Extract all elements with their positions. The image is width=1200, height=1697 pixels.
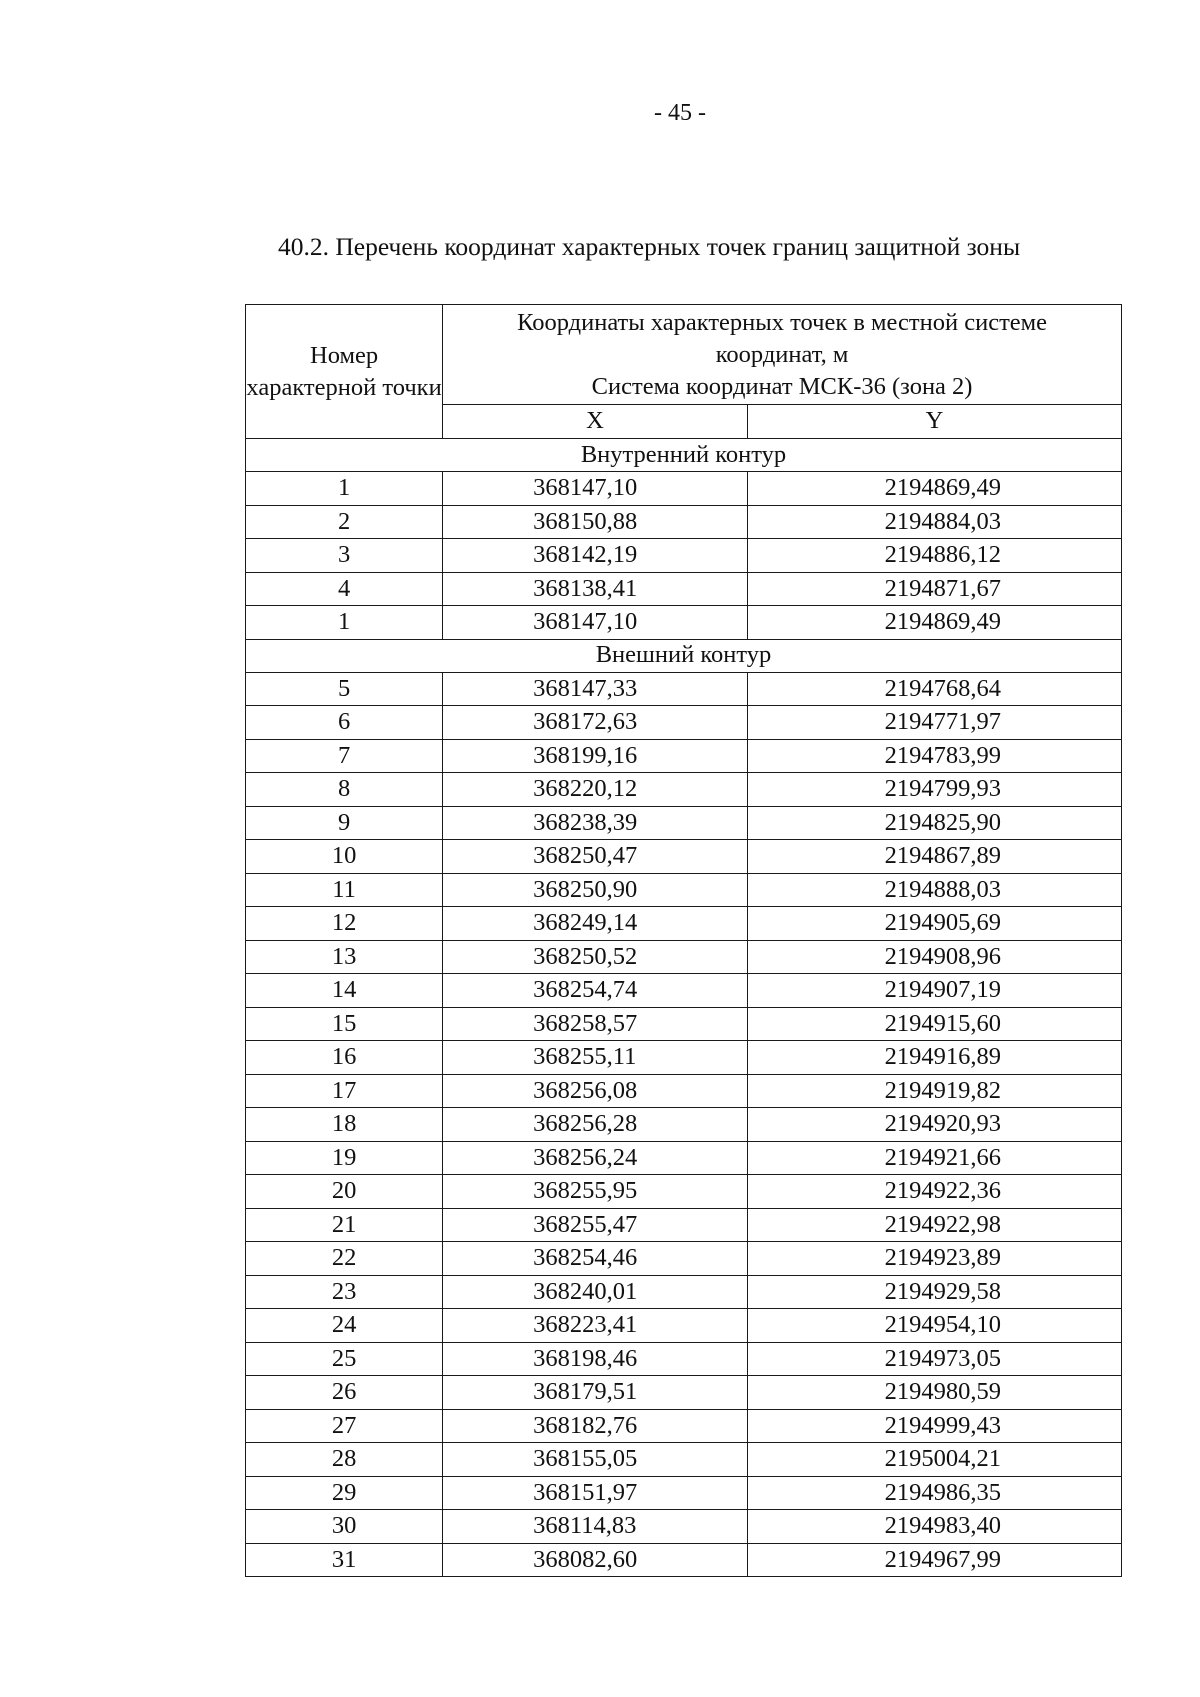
y-coordinate-cell: 2194884,03 bbox=[747, 505, 1121, 539]
y-coordinate-cell: 2194986,35 bbox=[747, 1476, 1121, 1510]
y-coordinate-cell: 2194783,99 bbox=[747, 739, 1121, 773]
x-coordinate-cell: 368147,33 bbox=[443, 672, 748, 706]
document-heading: 40.2. Перечень координат характерных точек границ защитной зоны bbox=[278, 232, 1021, 261]
point-number-cell: 10 bbox=[246, 840, 443, 874]
coordinates-header-line1: Координаты характерных точек в местной системе bbox=[517, 308, 1048, 336]
table-row bbox=[246, 706, 1122, 740]
x-coordinate-cell: 368199,16 bbox=[443, 739, 748, 773]
table-row bbox=[246, 1141, 1122, 1175]
y-coordinate-cell: 2194907,19 bbox=[747, 974, 1121, 1008]
y-coordinate-cell: 2194915,60 bbox=[747, 1007, 1121, 1041]
point-number-cell: 26 bbox=[246, 1376, 443, 1410]
x-coordinate-cell: 368155,05 bbox=[443, 1443, 748, 1477]
table-row bbox=[246, 806, 1122, 840]
y-coordinate-cell: 2194905,69 bbox=[747, 907, 1121, 941]
table-row bbox=[246, 907, 1122, 941]
point-number-cell: 9 bbox=[246, 806, 443, 840]
table-row bbox=[246, 1108, 1122, 1142]
point-number-cell: 11 bbox=[246, 873, 443, 907]
point-number-cell: 12 bbox=[246, 907, 443, 941]
y-coordinate-cell: 2194916,89 bbox=[747, 1041, 1121, 1075]
x-coordinate-cell: 368198,46 bbox=[443, 1342, 748, 1376]
section-title: Внешний контур bbox=[246, 639, 1122, 672]
point-number-cell: 20 bbox=[246, 1175, 443, 1209]
x-coordinate-cell: 368082,60 bbox=[443, 1543, 748, 1577]
point-number-cell: 29 bbox=[246, 1476, 443, 1510]
y-coordinate-cell: 2194799,93 bbox=[747, 773, 1121, 807]
y-column-header: Y bbox=[747, 405, 1121, 439]
point-number-cell: 31 bbox=[246, 1543, 443, 1577]
x-coordinate-cell: 368255,95 bbox=[443, 1175, 748, 1209]
y-coordinate-cell: 2194923,89 bbox=[747, 1242, 1121, 1276]
table-row bbox=[246, 940, 1122, 974]
table-row bbox=[246, 1275, 1122, 1309]
y-coordinate-cell: 2194867,89 bbox=[747, 840, 1121, 874]
x-coordinate-cell: 368256,24 bbox=[443, 1141, 748, 1175]
point-number-cell: 17 bbox=[246, 1074, 443, 1108]
point-number-cell: 27 bbox=[246, 1409, 443, 1443]
table-row bbox=[246, 472, 1122, 506]
table-row bbox=[246, 773, 1122, 807]
table-header bbox=[246, 305, 1122, 439]
y-coordinate-cell: 2194908,96 bbox=[747, 940, 1121, 974]
table-row bbox=[246, 1443, 1122, 1477]
x-coordinate-cell: 368256,28 bbox=[443, 1108, 748, 1142]
x-coordinate-cell: 368182,76 bbox=[443, 1409, 748, 1443]
table-row bbox=[246, 1376, 1122, 1410]
table-row bbox=[246, 840, 1122, 874]
table-row bbox=[246, 1543, 1122, 1577]
x-coordinate-cell: 368138,41 bbox=[443, 572, 748, 606]
page-number: - 45 - bbox=[654, 100, 706, 126]
table-row bbox=[246, 873, 1122, 907]
y-coordinate-cell: 2194922,98 bbox=[747, 1208, 1121, 1242]
point-number-cell: 25 bbox=[246, 1342, 443, 1376]
y-coordinate-cell: 2194888,03 bbox=[747, 873, 1121, 907]
table-row bbox=[246, 539, 1122, 573]
y-coordinate-cell: 2194954,10 bbox=[747, 1309, 1121, 1343]
point-number-cell: 8 bbox=[246, 773, 443, 807]
point-number-cell: 6 bbox=[246, 706, 443, 740]
x-coordinate-cell: 368220,12 bbox=[443, 773, 748, 807]
table-row bbox=[246, 672, 1122, 706]
y-coordinate-cell: 2194921,66 bbox=[747, 1141, 1121, 1175]
point-number-cell: 18 bbox=[246, 1108, 443, 1142]
table-row bbox=[246, 1510, 1122, 1544]
y-coordinate-cell: 2194929,58 bbox=[747, 1275, 1121, 1309]
x-coordinate-cell: 368142,19 bbox=[443, 539, 748, 573]
x-coordinate-cell: 368114,83 bbox=[443, 1510, 748, 1544]
point-number-cell: 1 bbox=[246, 606, 443, 640]
x-coordinate-cell: 368256,08 bbox=[443, 1074, 748, 1108]
point-number-cell: 1 bbox=[246, 472, 443, 506]
coordinates-table bbox=[245, 304, 1122, 1577]
y-coordinate-cell: 2194768,64 bbox=[747, 672, 1121, 706]
section-title: Внутренний контур bbox=[246, 439, 1122, 472]
x-coordinate-cell: 368254,46 bbox=[443, 1242, 748, 1276]
point-number-cell: 2 bbox=[246, 505, 443, 539]
y-coordinate-cell: 2194771,97 bbox=[747, 706, 1121, 740]
x-coordinate-cell: 368255,11 bbox=[443, 1041, 748, 1075]
y-coordinate-cell: 2195004,21 bbox=[747, 1443, 1121, 1477]
x-coordinate-cell: 368179,51 bbox=[443, 1376, 748, 1410]
y-coordinate-cell: 2194869,49 bbox=[747, 472, 1121, 506]
table-row bbox=[246, 1175, 1122, 1209]
table-row bbox=[246, 739, 1122, 773]
table-row bbox=[246, 1409, 1122, 1443]
point-number-cell: 5 bbox=[246, 672, 443, 706]
y-coordinate-cell: 2194983,40 bbox=[747, 1510, 1121, 1544]
point-number-cell: 28 bbox=[246, 1443, 443, 1477]
y-coordinate-cell: 2194919,82 bbox=[747, 1074, 1121, 1108]
x-coordinate-cell: 368258,57 bbox=[443, 1007, 748, 1041]
section-row bbox=[246, 439, 1122, 472]
y-coordinate-cell: 2194967,99 bbox=[747, 1543, 1121, 1577]
x-coordinate-cell: 368250,47 bbox=[443, 840, 748, 874]
point-number-cell: 13 bbox=[246, 940, 443, 974]
table-row bbox=[246, 1309, 1122, 1343]
x-coordinate-cell: 368147,10 bbox=[443, 472, 748, 506]
coordinates-header-line3: Система координат МСК-36 (зона 2) bbox=[591, 372, 973, 400]
y-coordinate-cell: 2194973,05 bbox=[747, 1342, 1121, 1376]
x-coordinate-cell: 368249,14 bbox=[443, 907, 748, 941]
y-coordinate-cell: 2194869,49 bbox=[747, 606, 1121, 640]
x-coordinate-cell: 368223,41 bbox=[443, 1309, 748, 1343]
table-row bbox=[246, 1242, 1122, 1276]
x-coordinate-cell: 368147,10 bbox=[443, 606, 748, 640]
y-coordinate-cell: 2194999,43 bbox=[747, 1409, 1121, 1443]
x-coordinate-cell: 368250,90 bbox=[443, 873, 748, 907]
x-coordinate-cell: 368172,63 bbox=[443, 706, 748, 740]
point-number-cell: 15 bbox=[246, 1007, 443, 1041]
point-number-cell: 21 bbox=[246, 1208, 443, 1242]
point-number-cell: 30 bbox=[246, 1510, 443, 1544]
table-row bbox=[246, 1007, 1122, 1041]
x-coordinate-cell: 368250,52 bbox=[443, 940, 748, 974]
x-coordinate-cell: 368150,88 bbox=[443, 505, 748, 539]
y-coordinate-cell: 2194920,93 bbox=[747, 1108, 1121, 1142]
y-coordinate-cell: 2194825,90 bbox=[747, 806, 1121, 840]
y-coordinate-cell: 2194922,36 bbox=[747, 1175, 1121, 1209]
point-number-header: Номер характерной точки bbox=[246, 305, 443, 439]
point-number-cell: 23 bbox=[246, 1275, 443, 1309]
table-row bbox=[246, 1342, 1122, 1376]
y-coordinate-cell: 2194886,12 bbox=[747, 539, 1121, 573]
point-number-cell: 24 bbox=[246, 1309, 443, 1343]
table-row bbox=[246, 974, 1122, 1008]
x-coordinate-cell: 368254,74 bbox=[443, 974, 748, 1008]
table-row bbox=[246, 572, 1122, 606]
x-coordinate-cell: 368240,01 bbox=[443, 1275, 748, 1309]
point-number-cell: 22 bbox=[246, 1242, 443, 1276]
section-row bbox=[246, 639, 1122, 672]
y-coordinate-cell: 2194980,59 bbox=[747, 1376, 1121, 1410]
table-body bbox=[246, 439, 1122, 1577]
x-coordinate-cell: 368255,47 bbox=[443, 1208, 748, 1242]
point-number-cell: 3 bbox=[246, 539, 443, 573]
point-number-cell: 19 bbox=[246, 1141, 443, 1175]
table-row bbox=[246, 1208, 1122, 1242]
y-coordinate-cell: 2194871,67 bbox=[747, 572, 1121, 606]
x-column-header: X bbox=[443, 405, 748, 439]
x-coordinate-cell: 368238,39 bbox=[443, 806, 748, 840]
point-number-cell: 16 bbox=[246, 1041, 443, 1075]
table-row bbox=[246, 505, 1122, 539]
point-number-cell: 14 bbox=[246, 974, 443, 1008]
x-coordinate-cell: 368151,97 bbox=[443, 1476, 748, 1510]
coordinates-header-line2: координат, м bbox=[715, 340, 849, 368]
table-row bbox=[246, 1476, 1122, 1510]
table-row bbox=[246, 1041, 1122, 1075]
point-number-cell: 4 bbox=[246, 572, 443, 606]
coordinates-header bbox=[443, 305, 1122, 405]
table-row bbox=[246, 606, 1122, 640]
point-number-cell: 7 bbox=[246, 739, 443, 773]
table-row bbox=[246, 1074, 1122, 1108]
